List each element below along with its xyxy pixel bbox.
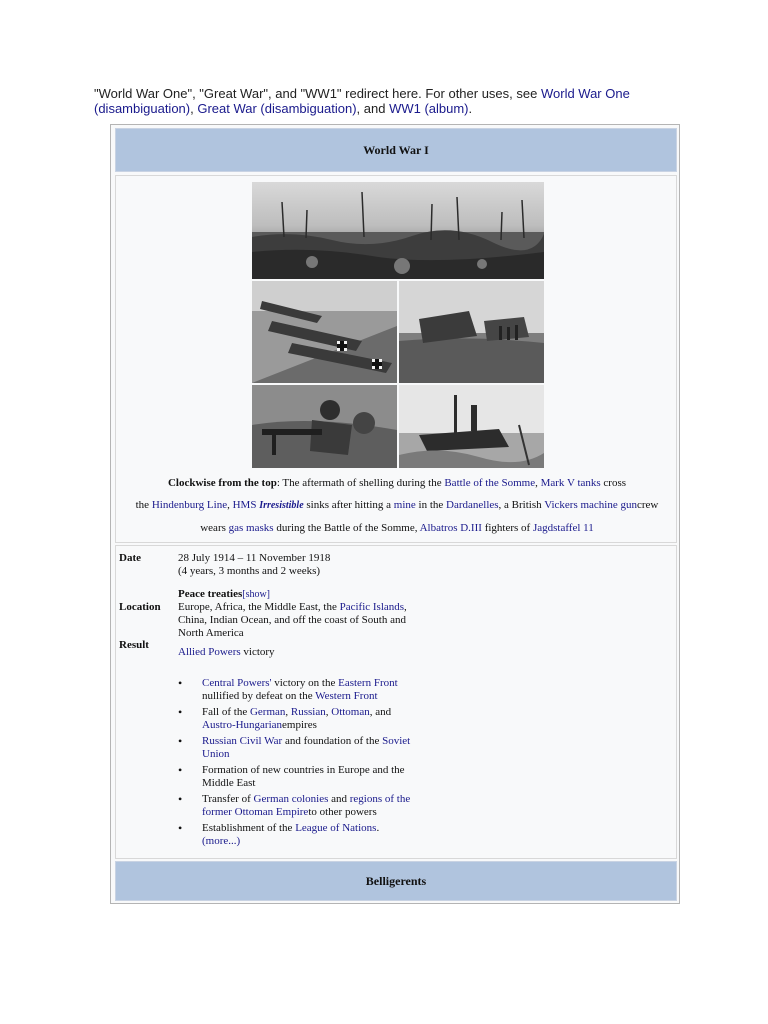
link-ottoman[interactable]: Ottoman	[331, 706, 370, 718]
hatnote: "World War One", "Great War", and "WW1" redirect here. For other uses, see World War One (disambiguation), Great War (disambiguation), and WW1 (album).	[94, 86, 630, 116]
result-list	[178, 677, 414, 848]
peace-treaties: Peace treaties[show]	[178, 588, 271, 600]
albatros-fighters-photo[interactable]	[252, 281, 397, 383]
infobox-title: World War I	[115, 128, 677, 172]
vickers-gun-crew-photo[interactable]	[252, 385, 397, 468]
link-mine[interactable]: mine	[393, 499, 416, 511]
image-cell	[115, 175, 677, 543]
link-former-ottoman-regions[interactable]: regions of the former Ottoman Empire	[202, 793, 411, 818]
infobox	[110, 124, 680, 904]
link-gas-masks[interactable]: gas masks	[228, 522, 274, 534]
list-item: • Central Powers' victory on the Eastern Front nullified by defeat on the Western Front	[178, 677, 414, 703]
list-item: • Formation of new countries in Europe and the Middle East	[178, 764, 414, 790]
link-hindenburg-line[interactable]: Hindenburg Line	[151, 499, 228, 511]
peace-treaties-show-toggle[interactable]: [show]	[242, 589, 271, 600]
link-russian[interactable]: Russian	[290, 706, 326, 718]
image-caption: Clockwise from the top: The aftermath of shelling during the Battle of the Somme, Mark V tanks cross the Hindenburg Line, HMS Irresistible sinks after hitting a mine in the Dardanelles, a British Vickers machine guncrew wears gas masks during the Battle of the Somme, Albatros D.III fighters of Jagdstaffel 11	[135, 477, 659, 534]
link-mark-v-tanks[interactable]: Mark V tanks	[540, 477, 601, 489]
result-label: Result	[119, 639, 149, 651]
location-value: Europe, Africa, the Middle East, the Pacific Islands, China, Indian Ocean, and off the coast of South and North America	[178, 601, 407, 639]
result-value: Allied Powers victory • Central Powers' victory on the Eastern Front nullified by defeat on the Western Front • Fall of the German, Russian, Ottoman, and Austro-Hungarianempires • Russian Civil War and foundation of the Soviet Union • Formation of new countries in Europe and the Middle East • Transfer of German colonies and regions of the former Ottoman Empireto other powers • Establishment of the League of Nations. (more...)	[178, 646, 414, 851]
hatnote-text: "World War One", "Great War", and "WW1" redirect here. For other uses, see	[94, 86, 541, 101]
belligerents-header: Belligerents	[115, 861, 677, 901]
link-german[interactable]: German	[249, 706, 286, 718]
link-vickers-machine-gun[interactable]: Vickers machine gun	[544, 499, 637, 511]
link-world-war-one-disambiguation[interactable]: World War One (disambiguation)	[94, 86, 630, 116]
link-soviet-union[interactable]: Soviet Union	[202, 735, 411, 760]
link-ww1-album[interactable]: WW1 (album)	[389, 101, 469, 116]
hms-irresistible-photo[interactable]	[399, 385, 544, 468]
link-battle-of-the-somme[interactable]: Battle of the Somme	[444, 477, 536, 489]
link-hms-irresistible[interactable]: HMS Irresistible	[232, 499, 304, 511]
link-eastern-front[interactable]: Eastern Front	[338, 677, 398, 689]
link-pacific-islands[interactable]: Pacific Islands	[339, 601, 405, 613]
link-league-of-nations[interactable]: League of Nations	[295, 822, 377, 834]
location-label: Location	[119, 601, 161, 613]
link-western-front[interactable]: Western Front	[315, 690, 378, 702]
link-great-war-disambiguation[interactable]: Great War (disambiguation)	[197, 101, 357, 116]
link-more-results[interactable]: (more...)	[202, 835, 241, 847]
list-item: • Establishment of the League of Nations. (more...)	[178, 822, 414, 848]
photo-collage[interactable]	[252, 182, 544, 468]
link-austro-hungarian[interactable]: Austro-Hungarian	[202, 719, 283, 731]
list-item: • Transfer of German colonies and regions of the former Ottoman Empireto other powers	[178, 793, 414, 819]
details-section	[115, 545, 677, 859]
date-label: Date	[119, 552, 141, 564]
list-item: • Russian Civil War and foundation of the Soviet Union	[178, 735, 414, 761]
date-value: 28 July 1914 – 11 November 1918 (4 years, 3 months and 2 weeks)	[178, 552, 331, 577]
link-allied-powers[interactable]: Allied Powers	[178, 646, 241, 658]
somme-battlefield-photo[interactable]	[252, 182, 544, 279]
mark-v-tanks-photo[interactable]	[399, 281, 544, 383]
link-russian-civil-war[interactable]: Russian Civil War	[202, 735, 283, 747]
link-dardanelles[interactable]: Dardanelles	[446, 499, 499, 511]
link-central-powers[interactable]: Central Powers'	[202, 677, 272, 689]
link-albatros-d-iii[interactable]: Albatros D.III	[419, 522, 482, 534]
link-jagdstaffel-11[interactable]: Jagdstaffel 11	[532, 522, 594, 534]
list-item: • Fall of the German, Russian, Ottoman, and Austro-Hungarianempires	[178, 706, 414, 732]
link-german-colonies[interactable]: German colonies	[253, 793, 329, 805]
